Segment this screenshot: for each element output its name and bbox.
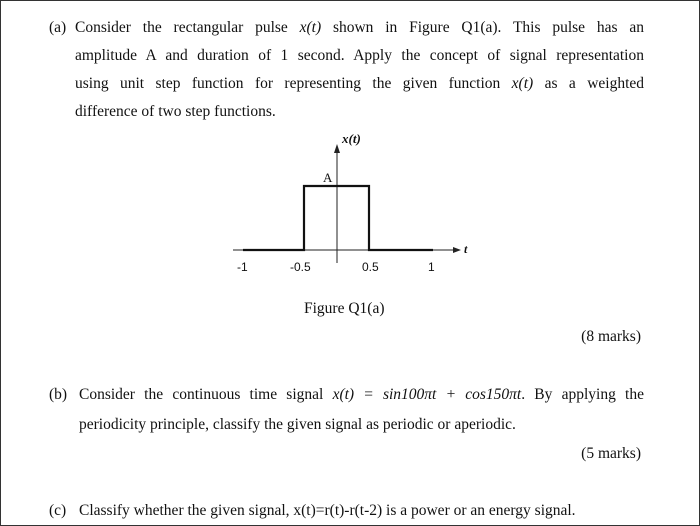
tick-label: 0.5: [362, 260, 379, 274]
part-b-line-2: periodicity principle, classify the given signal as periodic or aperiodic.: [79, 416, 516, 433]
part-b-line-1: Consider the continuous time signal x(t) = sin100πt + cos150πt. By applying the: [79, 386, 644, 403]
tick-label: -0.5: [290, 260, 311, 274]
pulse-signal: [243, 186, 433, 250]
figure-caption: Figure Q1(a): [304, 300, 385, 317]
part-a-label: (a): [49, 19, 67, 36]
part-a-line-4: difference of two step functions.: [75, 103, 276, 120]
part-b-label: (b): [49, 386, 68, 403]
part-c-text: Classify whether the given signal, x(t)=r(t)-r(t-2) is a power or an energy signal.: [79, 502, 576, 519]
x-axis-label: t: [464, 242, 468, 256]
y-axis-label: x(t): [342, 131, 361, 146]
part-b-marks: (5 marks): [581, 445, 641, 462]
equation: x(t) = sin100πt + cos150πt: [332, 386, 522, 403]
tick-label: 1: [428, 260, 435, 274]
x-axis-arrow-icon: [334, 144, 340, 153]
part-a-line-1: Consider the rectangular pulse x(t) shown in Figure Q1(a). This pulse has an: [75, 19, 644, 36]
part-a-marks: (8 marks): [581, 328, 641, 345]
tick-label: -1: [237, 260, 248, 274]
part-a-line-3: using unit step function for representing the given function x(t) as a weighted: [75, 75, 645, 92]
amplitude-label: A: [323, 170, 333, 185]
part-a-line-2: amplitude A and duration of 1 second. Apply the concept of signal representation: [75, 47, 644, 64]
t-axis-arrow-icon: [453, 247, 461, 253]
part-c-label: (c): [49, 502, 67, 519]
